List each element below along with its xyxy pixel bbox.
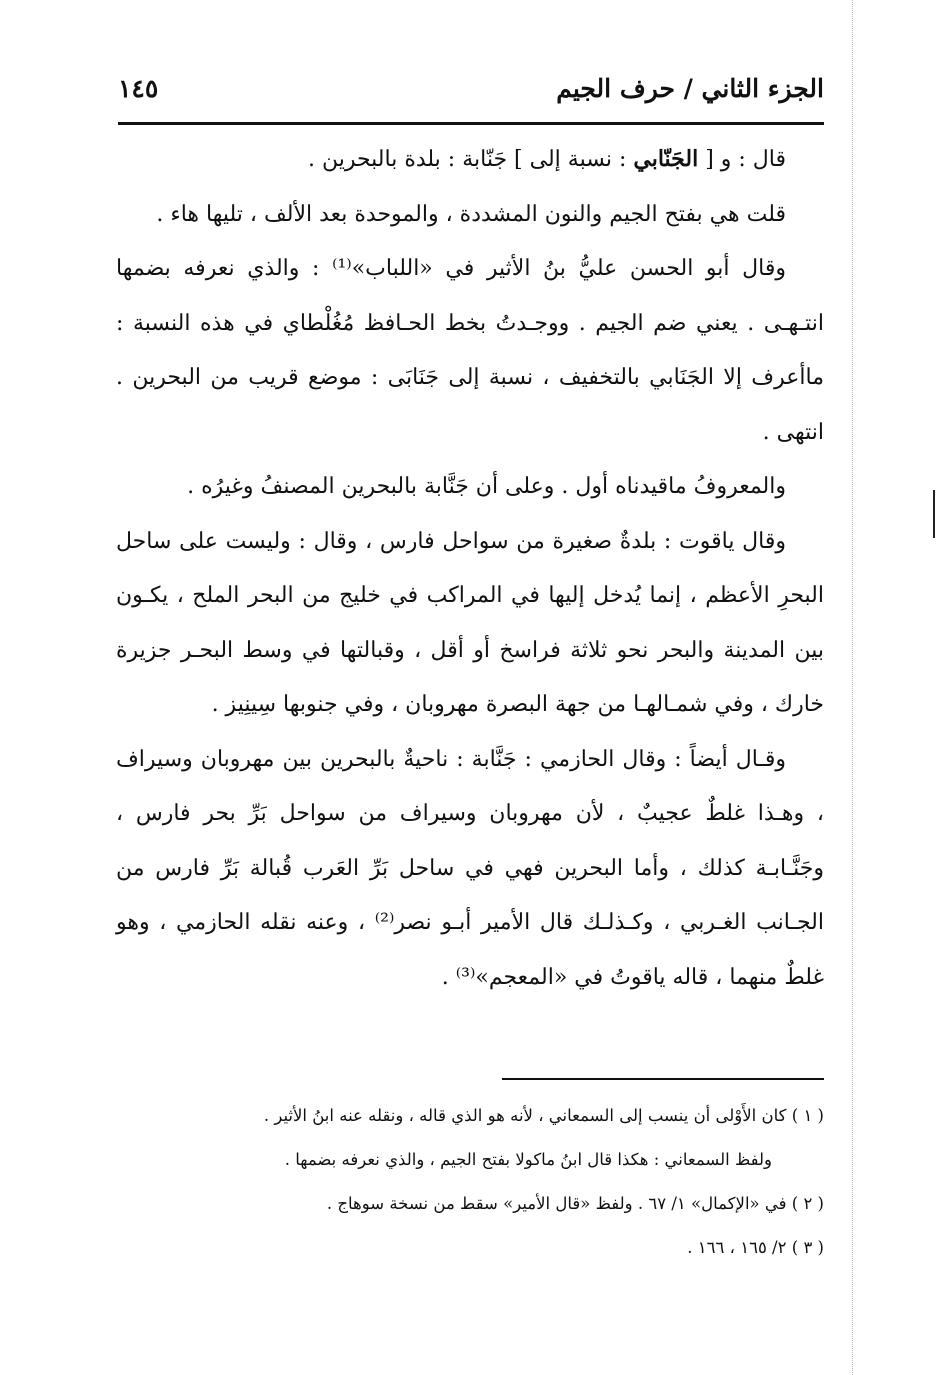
- text-run: النسبة : ماأعرف إلا الجَنَابي بالتخفيف ، نسبة إلى جَنَابَى : موضع قريب: [116, 310, 824, 390]
- text-run: فارس من الجـانب الغـربي ، وكـذلـك قال الأمير أبـو نصر⁽²⁾ ، وعنه نقله: [116, 855, 824, 935]
- footnote-3: ( ٣ ) ٢/ ١٦٥ ، ١٦٦ .: [687, 1238, 824, 1257]
- margin-mark: [933, 490, 935, 538]
- page-number: ١٤٥: [118, 74, 159, 103]
- paragraph: [116, 188, 824, 243]
- footnote-1: ( ١ ) كان الأَوْلى أن ينسب إلى السمعاني ، لأنه هو الذي قاله ، ونقله عنه ابنُ الأثير .: [263, 1106, 824, 1125]
- text-run: وسيراف ، وهـذا غلطٌ عجيبٌ ، لأن مهروبان وسيراف من سواحل بَرِّ بحر: [116, 746, 824, 826]
- text-run: من البحرين . انتهى .: [116, 365, 824, 445]
- footnote-2: ( ٢ ) في «الإكمال» ١/ ٦٧ . ولفظ «قال الأمير» سقط من نسخة سوهاج .: [326, 1194, 824, 1213]
- text-run: انتـهـى . يعني ضم الجيم . ووجـدتُ بخط الحـافظ مُغُلْطاي في هذه: [200, 310, 824, 336]
- text-run: فارس ، وجَنَّـابـة كذلك ، وأما البحرين فهي في ساحل بَرِّ العَرب قُبالة بَرِّ: [116, 801, 824, 881]
- text-run: قال : و [: [698, 147, 786, 172]
- header-rule: [118, 122, 824, 125]
- paragraph: [116, 515, 824, 733]
- paragraph: [116, 132, 824, 188]
- scan-edge-shadow: [852, 0, 853, 1375]
- running-header: [118, 70, 824, 116]
- text-run: وسط البحـر جزيرة خارك ، وفي شمـالهـا من جهة البصرة مهروبان ، وفي: [116, 637, 824, 717]
- text-run: جنوبها سِينِيز .: [211, 692, 338, 717]
- paragraph: [116, 733, 824, 1006]
- text-run: وقال ياقوت : بلدةٌ صغيرة من سواحل فارس ، وقال : وليست على: [179, 528, 787, 554]
- text-run: الحازمي ، وهو غلطٌ منهما ، قاله ياقوتُ في «المعجم»⁽³⁾ .: [116, 910, 824, 990]
- text-run: والمعروفُ ماقيدناه أول . وعلى أن جَنَّابة بالبحرين المصنفُ وغيرُه .: [187, 474, 786, 499]
- text-run: الملح ، يكـون بين المدينة والبحر نحو ثلاثة فراسخ أو أقل ، وقبالتها في: [116, 583, 824, 663]
- footnote-1-continuation: ولفظ السمعاني : هكذا قال ابنُ ماكولا بفتح الجيم ، والذي نعرفه بضمها .: [284, 1150, 772, 1169]
- paragraph: [116, 460, 824, 515]
- running-title: الجزء الثاني / حرف الجيم: [556, 74, 824, 103]
- main-text: [116, 132, 824, 1005]
- text-run: وقـال أيضاً : وقال الحازمي : جَنَّابة : ناحيةٌ بالبحرين بين مهروبان: [200, 746, 786, 772]
- footnotes: [116, 1094, 824, 1270]
- text-run: وقال أبو الحسن عليُّ بنُ الأثير في «اللباب»⁽¹⁾ : والذي نعرفه بضمها: [116, 256, 786, 281]
- entry-heading: الجَنّابي: [633, 146, 699, 172]
- footnote-separator: [502, 1078, 824, 1080]
- text-run: قلت هي بفتح الجيم والنون المشددة ، والموحدة بعد الألف ، تليها: [206, 201, 786, 227]
- text-run: : نسبة إلى ] جَنّابة : بلدة بالبحرين .: [307, 147, 634, 172]
- paragraph: [116, 242, 824, 460]
- text-run: ساحل البحرِ الأعظم ، إنما يُدخل إليها في المراكب في خليج من البحر: [116, 528, 824, 608]
- text-run: هاء .: [156, 201, 199, 227]
